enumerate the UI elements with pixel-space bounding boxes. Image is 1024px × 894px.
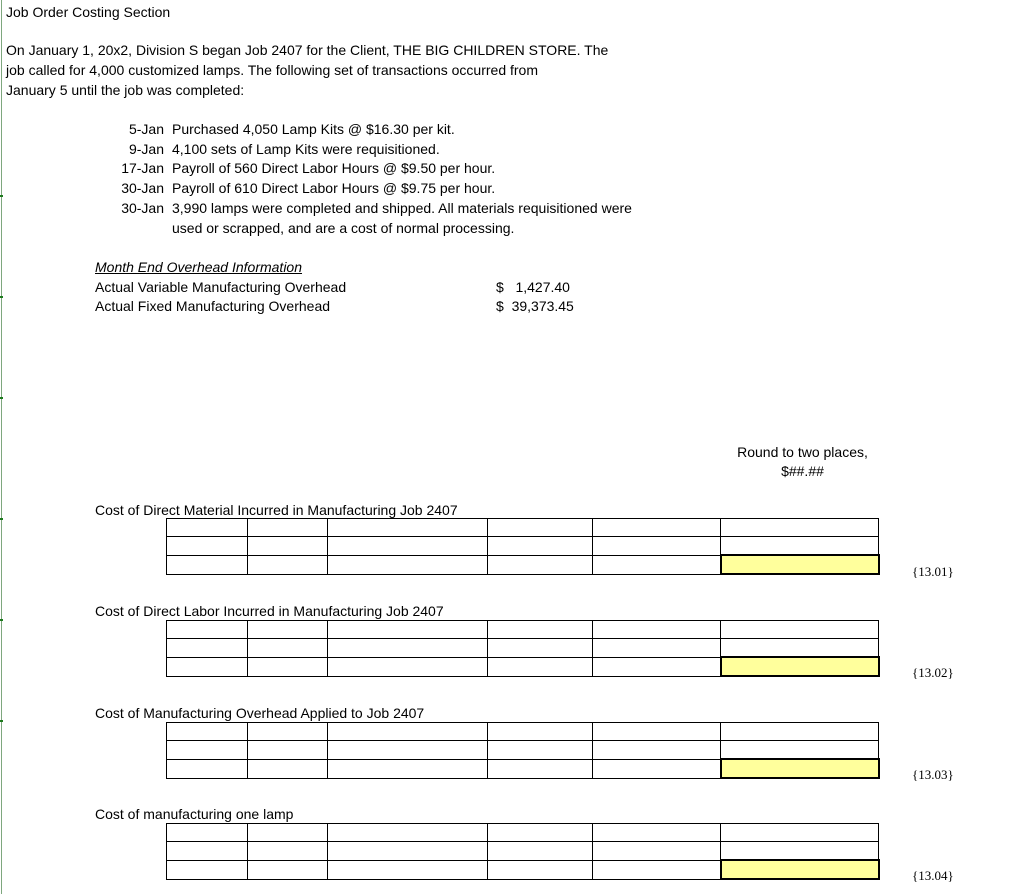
input-cell[interactable] — [593, 723, 721, 741]
input-cell[interactable] — [593, 759, 721, 778]
input-cell[interactable] — [593, 519, 721, 537]
input-cell[interactable] — [167, 759, 248, 778]
input-cell[interactable] — [167, 860, 248, 879]
input-cell[interactable] — [248, 555, 328, 574]
input-cell[interactable] — [248, 759, 328, 778]
input-cell[interactable] — [328, 657, 488, 676]
question-reference: {13.04} — [912, 868, 954, 883]
table-row — [167, 657, 879, 676]
input-cell[interactable] — [248, 657, 328, 676]
question-title: Cost of Direct Labor Incurred in Manufacturing Job 2407 — [95, 603, 444, 619]
input-cell[interactable] — [488, 555, 593, 574]
row-marker — [0, 195, 3, 197]
input-cell[interactable] — [328, 639, 488, 658]
question-title: Cost of manufacturing one lamp — [95, 806, 294, 822]
intro-line: job called for 4,000 customized lamps. The following set of transactions occurred from — [6, 62, 538, 78]
input-cell[interactable] — [593, 555, 721, 574]
fixed-overhead-value: $ 39,373.45 — [496, 298, 574, 314]
input-cell[interactable] — [488, 519, 593, 537]
input-cell[interactable] — [248, 639, 328, 658]
transaction-date: 17-Jan — [121, 160, 164, 176]
table-row — [167, 639, 879, 658]
transaction-date: 30-Jan — [121, 200, 164, 216]
transaction-text: 4,100 sets of Lamp Kits were requisitioned. — [172, 141, 440, 157]
section-title: Job Order Costing Section — [6, 4, 171, 20]
answer-cell[interactable] — [721, 657, 879, 676]
input-cell[interactable] — [488, 842, 593, 861]
input-cell[interactable] — [721, 639, 879, 658]
overhead-heading: Month End Overhead Information — [95, 259, 303, 275]
answer-grid — [166, 722, 880, 779]
input-cell[interactable] — [248, 824, 328, 842]
input-cell[interactable] — [488, 860, 593, 879]
question-reference: {13.02} — [912, 665, 954, 680]
input-cell[interactable] — [593, 824, 721, 842]
table-row — [167, 741, 879, 760]
input-cell[interactable] — [488, 639, 593, 658]
transaction-date: 30-Jan — [121, 180, 164, 196]
input-cell[interactable] — [488, 741, 593, 760]
input-cell[interactable] — [328, 860, 488, 879]
input-cell[interactable] — [721, 621, 879, 639]
intro-line: January 5 until the job was completed: — [6, 82, 245, 98]
input-cell[interactable] — [721, 537, 879, 556]
input-cell[interactable] — [167, 723, 248, 741]
input-cell[interactable] — [167, 824, 248, 842]
table-row — [167, 555, 879, 574]
table-row — [167, 519, 879, 537]
input-cell[interactable] — [328, 519, 488, 537]
table-row — [167, 537, 879, 556]
input-cell[interactable] — [328, 842, 488, 861]
transaction-text: 3,990 lamps were completed and shipped. All materials requisitioned were — [172, 200, 632, 216]
transaction-date: 9-Jan — [128, 141, 164, 157]
input-cell[interactable] — [167, 741, 248, 760]
input-cell[interactable] — [593, 860, 721, 879]
input-cell[interactable] — [328, 555, 488, 574]
input-cell[interactable] — [328, 537, 488, 556]
table-row — [167, 860, 879, 879]
input-cell[interactable] — [721, 723, 879, 741]
sheet-left-border — [1, 0, 2, 894]
input-cell[interactable] — [167, 519, 248, 537]
input-cell[interactable] — [721, 842, 879, 861]
input-cell[interactable] — [248, 860, 328, 879]
input-cell[interactable] — [328, 621, 488, 639]
input-cell[interactable] — [167, 555, 248, 574]
input-cell[interactable] — [248, 842, 328, 861]
input-cell[interactable] — [488, 759, 593, 778]
transaction-date: 5-Jan — [128, 121, 164, 137]
row-marker — [0, 296, 3, 298]
answer-cell[interactable] — [721, 860, 879, 879]
input-cell[interactable] — [488, 657, 593, 676]
row-marker — [0, 720, 3, 722]
input-cell[interactable] — [593, 537, 721, 556]
row-marker — [0, 397, 3, 399]
question-title: Cost of Manufacturing Overhead Applied to Job 2407 — [95, 705, 425, 721]
input-cell[interactable] — [167, 621, 248, 639]
answer-grid — [166, 518, 880, 575]
transaction-text: Payroll of 610 Direct Labor Hours @ $9.75 per hour. — [172, 180, 496, 196]
input-cell[interactable] — [593, 621, 721, 639]
answer-cell[interactable] — [721, 759, 879, 778]
input-cell[interactable] — [488, 723, 593, 741]
question-reference: {13.03} — [912, 767, 954, 782]
input-cell[interactable] — [167, 639, 248, 658]
input-cell[interactable] — [248, 741, 328, 760]
transaction-continuation: used or scrapped, and are a cost of normal processing. — [172, 220, 515, 236]
transaction-text: Purchased 4,050 Lamp Kits @ $16.30 per kit. — [172, 121, 455, 137]
input-cell[interactable] — [593, 657, 721, 676]
input-cell[interactable] — [721, 519, 879, 537]
answer-grid — [166, 620, 880, 677]
input-cell[interactable] — [593, 639, 721, 658]
answer-grid — [166, 823, 880, 880]
table-row — [167, 723, 879, 741]
input-cell[interactable] — [167, 842, 248, 861]
input-cell[interactable] — [721, 824, 879, 842]
input-cell[interactable] — [248, 621, 328, 639]
intro-line: On January 1, 20x2, Division S began Job 2407 for the Client, THE BIG CHILDREN STORE. The — [6, 42, 609, 58]
variable-overhead-value: $ 1,427.40 — [496, 279, 570, 295]
input-cell[interactable] — [488, 824, 593, 842]
table-row — [167, 842, 879, 861]
question-reference: {13.01} — [912, 564, 954, 579]
table-row — [167, 824, 879, 842]
rounding-note: Round to two places, $##.## — [737, 444, 868, 479]
input-cell[interactable] — [248, 519, 328, 537]
input-cell[interactable] — [248, 723, 328, 741]
input-cell[interactable] — [167, 537, 248, 556]
transaction-text: Payroll of 560 Direct Labor Hours @ $9.50 per hour. — [172, 160, 496, 176]
question-title: Cost of Direct Material Incurred in Manufacturing Job 2407 — [95, 502, 458, 518]
input-cell[interactable] — [721, 741, 879, 760]
input-cell[interactable] — [248, 537, 328, 556]
row-marker — [0, 518, 3, 520]
table-row — [167, 759, 879, 778]
fixed-overhead-label: Actual Fixed Manufacturing Overhead — [95, 298, 331, 314]
answer-cell[interactable] — [721, 555, 879, 574]
input-cell[interactable] — [593, 741, 721, 760]
row-marker — [0, 619, 3, 621]
input-cell[interactable] — [328, 824, 488, 842]
input-cell[interactable] — [488, 537, 593, 556]
input-cell[interactable] — [328, 759, 488, 778]
table-row — [167, 621, 879, 639]
input-cell[interactable] — [593, 842, 721, 861]
input-cell[interactable] — [167, 657, 248, 676]
input-cell[interactable] — [328, 723, 488, 741]
input-cell[interactable] — [488, 621, 593, 639]
input-cell[interactable] — [328, 741, 488, 760]
variable-overhead-label: Actual Variable Manufacturing Overhead — [95, 279, 347, 295]
